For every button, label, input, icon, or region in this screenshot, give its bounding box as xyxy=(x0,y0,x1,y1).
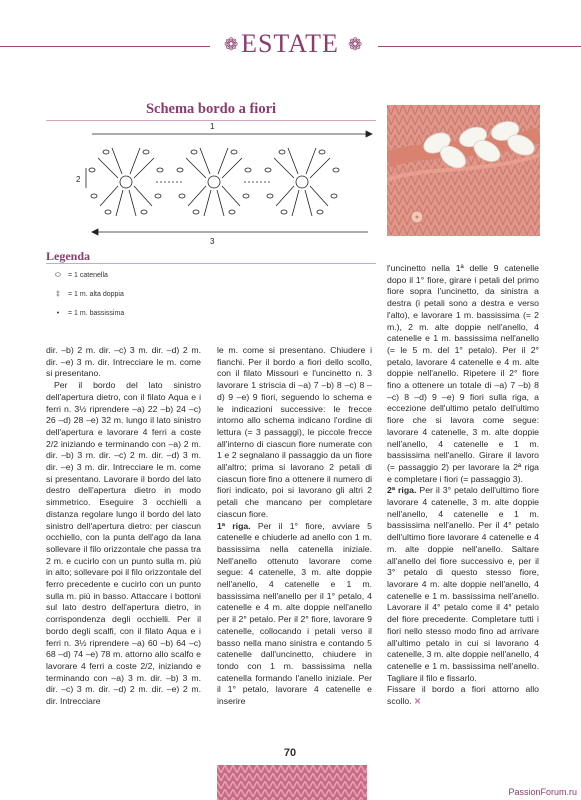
paragraph: 2ª riga. Per il 3° petalo dell'ultimo fiore lavorare 4 catenelle, 3 m. alte doppie nell'anello, 4 catenelle e 1 m. bassissima nell'anello. Per il 4° petalo dell'ultimo fiore lavorare 4 catenelle e 4 m. alte doppie nell'anello. Saltare all'anello del fiore successivo e, per il 3° petalo di questo stesso fiore, lavorare 4 m. alte doppie nell'anello, 4 catenelle e 1 m. bassissima nell'anello. Lavorare il 4° petalo come il 4° petalo del fiore precedente. Completare tutti i fiori nello stesso modo fino ad arrivare all'ultimo petalo in cui si lavorano 4 catenelle, 3 m. alte doppie nell'anello, 4 catenelle e 1 m. bassissima nell'anello. Tagliare il filo e fissarlo. xyxy=(387,485,540,683)
paragraph: le m. come si presentano. Chiudere i fianchi. Per il bordo a fiori dello scollo, con il filato Missouri e l'uncinetto n. 3 lavorare 1 striscia di –a) 7 –b) 8 –c) 8 –d) 9 –e) 9 fiori, seguendo lo schema e le indicazioni successive: le frecce intorno allo schema indicano l'ordine di lettura (= 3 passaggi), le piccole frecce all'interno di ciascun fiore numerate con 1 e 2 segnalano il passaggio da un fiore all'altro; prima si lavorano 2 petali di ciascun fiore fino a ottenere il numero di fiori indicato, poi si lavorano gli altri 2 petali che mancano per completare ciascun fiore. xyxy=(217,345,372,519)
arrow-head xyxy=(366,131,372,137)
text-column-3 xyxy=(387,263,539,708)
flower-icon: ❁ xyxy=(348,35,363,54)
slip-stitch-dot-icon: • xyxy=(56,310,60,317)
arrow-head xyxy=(92,229,98,235)
crochet-diagram xyxy=(46,118,380,258)
flower-motif xyxy=(265,148,339,216)
flower-motif xyxy=(89,148,163,216)
scheme-title: Schema bordo a fiori xyxy=(145,101,277,117)
legend-divider xyxy=(46,263,376,264)
legend-item-slip-stitch: • = 1 m. bassissima xyxy=(52,310,124,317)
header-rule-right xyxy=(378,46,581,47)
paragraph: Per il bordo del lato sinistro dell'apertura dietro, con il filato Aqua e i ferri n. 3½ riprendere –a) 22 –b) 24 –c) 26 –d) 28 –e) 32 m. lungo il lato sinistro dell'apertura e lavorare 4 ferri a coste 2/2 iniziando e terminando con –a) 2 m. dir. –b) 3 m. dir. –c) 2 m. dir. –d) 3 m. dir. –e) 3 m. dir. Intrecciare le m. come si presentano. Lavorare il bordo del lato destro dell'apertura dietro in modo simmetrico. Eseguire 3 occhielli a distanza regolare lungo il bordo del lato sinistro dell'apertura dietro: per ciascun occhiello, con la punta dell'ago da lana sollevare il filo orizzontale che passa tra 2 m. e cucirlo con un punto sulla m. più in alto; sollevare poi il filo orizzontale del ferro precedente e cucirlo con un punto sulla m. più in basso. Attaccare i bottoni sul lato destro dell'apertura dietro, in corrispondenza degli occhielli. Per il bordo degli scalfi, con il filato Aqua e i ferri n. 3½ riprendere –a) 60 –b) 64 –c) 68 –d) 74 –e) 78 m. attorno allo scalfo e lavorare 4 ferri a coste 2/2, iniziando e terminando con –a) 3 m. dir. –b) 3 m. dir. –c) 3 m. dir. –d) 2 m. dir. –e) 2 m. dir. Intrecciare xyxy=(46,380,202,707)
page-header xyxy=(0,29,581,63)
knit-texture-strip xyxy=(217,765,367,800)
knit-detail-photo xyxy=(387,105,540,236)
end-mark-icon: ✕ xyxy=(414,696,422,707)
double-crochet-symbol-icon: ‡ xyxy=(56,291,60,298)
text-column-1 xyxy=(46,345,201,708)
diagram-label-3: 3 xyxy=(210,237,215,246)
legend-item-chain: ⬭ = 1 catenella xyxy=(52,272,108,280)
paragraph: Fissare il bordo a fiori attorno allo scollo. ✕ xyxy=(387,684,539,707)
section-title: ESTATE xyxy=(241,29,339,58)
row-label: 1ª riga. xyxy=(217,520,251,531)
diagram-label-2: 2 xyxy=(76,175,81,184)
watermark: PassionForum.ru xyxy=(508,787,577,797)
text-column-2 xyxy=(217,345,372,708)
paragraph: l'uncinetto nella 1ª delle 9 catenelle dopo il 1° fiore, girare i petali del primo fiore sopra l'uncinetto, da sinistra a destra (i petali sono a destra e verso l'alto), e lavorare 1 m. bassissima (= 2 m.), 2 m. alte doppie nell'anello, 4 catenelle e 1 m. bassissima nell'anello (= le 5 m. del 1° petalo). Per il 2° petalo, lavorare 4 catenelle e 4 m. alte doppie nell'anello. Ripetere il 2° fiore fino a ottenere un totale di –a) 7 –b) 8 –c) 8 –d) 9 –e) 9 fiori sulla riga, a eccezione dell'ultimo petalo dell'ultimo fiore che si lavora come segue: lavorare 4 catenelle, 3 m. alte doppie nell'anello, 4 catenelle e 1 m. bassissima nell'anello. Girare il lavoro (= passaggio 2) per lavorare la 2ª riga e completare i fiori (= passaggio 3). xyxy=(387,263,539,484)
chain-oval-icon: ⬭ xyxy=(55,272,61,279)
page-number: 70 xyxy=(283,747,297,759)
legend-item-double-crochet: ‡ = 1 m. alta doppia xyxy=(52,291,124,298)
legend-title: Legenda xyxy=(46,249,91,263)
flower-icon: ❁ xyxy=(224,35,239,54)
header-rule-left xyxy=(0,46,210,47)
paragraph: dir. –b) 2 m. dir. –c) 3 m. dir. –d) 2 m. dir. –e) 3 m. dir. Intrecciare le m. come si presentano. xyxy=(46,345,201,379)
paragraph: 1ª riga. Per il 1° fiore, avviare 5 catenelle e chiuderle ad anello con 1 m. bassissima nella catenella iniziale. Nell'anello ottenuto lavorare come segue: 4 catenelle, 3 m. alte doppie nell'anello, 4 catenelle e 1 m. bassissima nell'anello per il 1° petalo, 4 catenelle e 4 m. alte doppie nell'anello per il 2° petalo. Per il 2° fiore, lavorare 9 catenelle, collocando i petali verso il basso nella mano sinistra e contando 5 catenelle dall'uncinetto, chiudere in tondo con 1 m. bassissima nella catenella formando l'anello iniziale. Per il 1° petalo, lavorare 4 catenelle e inserire xyxy=(217,520,372,707)
flower-motif xyxy=(177,148,251,216)
diagram-label-1: 1 xyxy=(210,122,215,131)
row-label: 2ª riga. xyxy=(387,485,417,496)
